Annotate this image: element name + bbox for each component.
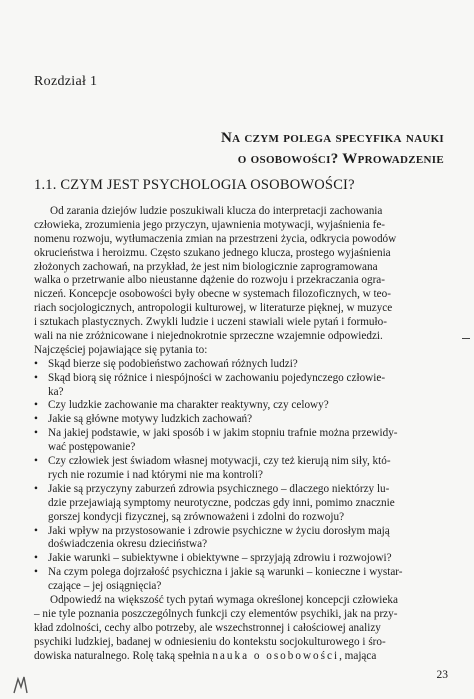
text-line: Czy człowiek jest świadom własnej motywacji, czy też kierują nim siły, któ- (48, 455, 391, 468)
bullet-icon: • (34, 455, 38, 468)
text-line: Na czym polega dojrzałość psychiczna i jakie są warunki – konieczne i wystar- (48, 566, 403, 579)
question-item (34, 413, 444, 427)
text-line: Najczęściej pojawiające się pytania to: (34, 343, 208, 356)
chapter-title (124, 128, 444, 170)
question-text (48, 413, 252, 427)
text-line: psychiki ludzkiej, badanej w odniesieniu do kontekstu socjokulturowego i śro- (34, 635, 386, 648)
text-line: wać postępowanie? (48, 441, 136, 454)
question-text (48, 358, 298, 372)
text-line: wali na nie zróżnicowane i niejednokrotnie sprzeczne wzajemnie odpowiedzi. (34, 330, 383, 343)
text-line: Na jakiej podstawie, w jaki sposób i w jakim stopniu trafnie można przewidy- (48, 427, 398, 440)
text-line: człowieka, zrozumienia jego przyczyn, ujawnienia motywacji, wyjaśnienia fe- (34, 218, 386, 231)
spaced-term: nauka o osobowości (212, 649, 340, 662)
section-heading: 1.1. CZYM JEST PSYCHOLOGIA OSOBOWOŚCI? (34, 177, 355, 193)
text-line: – nie tyle poznania poszczególnych funkcji czy elementów psychiki, jak na przy- (34, 607, 398, 620)
text-line: Od zarania dziejów ludzie poszukiwali klucza do interpretacji zachowania (50, 205, 383, 217)
question-item (34, 525, 444, 553)
text-line: kład zdolności, cechy albo potrzeby, ale wszechstronnej i całościowej analizy (34, 621, 381, 634)
question-text (48, 566, 403, 594)
chapter-title-line-1: Na czym polega specyfika nauki (220, 130, 444, 146)
bullet-icon: • (34, 413, 38, 426)
question-list (34, 358, 444, 594)
text-line: rych nie rozumie i nad którymi nie ma kontroli? (48, 468, 263, 481)
question-item (34, 552, 444, 566)
last-line-end: , mająca (339, 649, 377, 662)
corner-scan-mark (8, 673, 34, 695)
question-text (48, 372, 385, 400)
text-line: niczeń. Koncepcje osobowości były obecne w systemach filozoficznych, w teo- (34, 288, 391, 301)
text-line: okrucieństwa i heroizmu. Często szukano jednego klucza, prostego wyjaśnienia (34, 246, 391, 259)
margin-mark (462, 338, 470, 339)
text-line: czające – jej osiągnięcia? (48, 580, 162, 593)
question-text (48, 427, 398, 455)
question-item (34, 566, 444, 594)
question-item (34, 455, 444, 483)
chapter-title-line-2: o osobowości? Wprowadzenie (237, 151, 444, 167)
bullet-icon: • (34, 399, 38, 412)
question-text (48, 483, 395, 525)
question-text (48, 552, 392, 566)
text-line: Jakie warunki – subiektywne i obiektywne – sprzyjają zdrowiu i rozwojowi? (48, 552, 392, 565)
text-line: nomenu rozwoju, wytłumaczenia zmian na przestrzeni życia, odkrycia powodów (34, 232, 397, 245)
question-item (34, 372, 444, 400)
question-item (34, 399, 444, 413)
bullet-icon: • (34, 524, 38, 537)
text-line: Odpowiedź na większość tych pytań wymaga określonej koncepcji człowieka (50, 594, 398, 606)
paragraph-2 (34, 594, 444, 663)
bullet-icon: • (34, 566, 38, 579)
chapter-label: Rozdział 1 (34, 74, 98, 89)
bullet-icon: • (34, 427, 38, 440)
bullet-icon: • (34, 482, 38, 495)
text-line: Skąd biorą się różnice i niespójności w zachowaniu pojedynczego człowie- (48, 371, 386, 384)
page-number: 23 (436, 669, 448, 681)
body-text (34, 205, 444, 663)
question-text (48, 399, 329, 413)
question-item (34, 358, 444, 372)
text-line: dzie przejawiają symptomy neurotyczne, podczas gdy inni, pomimo znacznie (48, 496, 395, 509)
text-line: Jakie są główne motywy ludzkich zachowań? (48, 413, 253, 426)
text-line: Skąd bierze się podobieństwo zachowań różnych ludzi? (48, 357, 298, 370)
text-line-last (34, 650, 444, 664)
question-item (34, 483, 444, 525)
bullet-icon: • (34, 357, 38, 370)
text-line: walka o przetrwanie albo nieustanne dążenie do rozwoju i przekraczania ogra- (34, 274, 385, 287)
question-text (48, 455, 391, 483)
question-text (48, 525, 390, 553)
text-line: ka? (48, 385, 64, 398)
text-line: Jakie są przyczyny zaburzeń zdrowia psychicznego – dlaczego niektórzy lu- (48, 482, 390, 495)
text-line: Czy ludzkie zachowanie ma charakter reaktywny, czy celowy? (48, 399, 329, 412)
bullet-icon: • (34, 552, 38, 565)
last-line-start: dowiska naturalnego. Rolę taką spełnia (34, 649, 213, 662)
text-line: Jaki wpływ na przystosowanie i zdrowie psychiczne w życiu dorosłym mają (48, 524, 390, 537)
text-line: riach socjologicznych, antropologii kulturowej, w literaturze pięknej, w muzyce (34, 302, 393, 315)
bullet-icon: • (34, 371, 38, 384)
text-line: i sztukach plastycznych. Zwykli ludzie i uczeni stawiali wiele pytań i formuło- (34, 316, 387, 329)
paragraph-1 (34, 205, 444, 358)
question-item (34, 427, 444, 455)
text-line: doświadczenia okresu dzieciństwa? (48, 538, 208, 551)
text-line: gorszej kondycji fizycznej, są zrównoważeni i zdolni do rozwoju? (48, 510, 345, 523)
text-line: złożonych zachowań, na przykład, że jest nim biologicznie zaprogramowana (34, 260, 378, 273)
